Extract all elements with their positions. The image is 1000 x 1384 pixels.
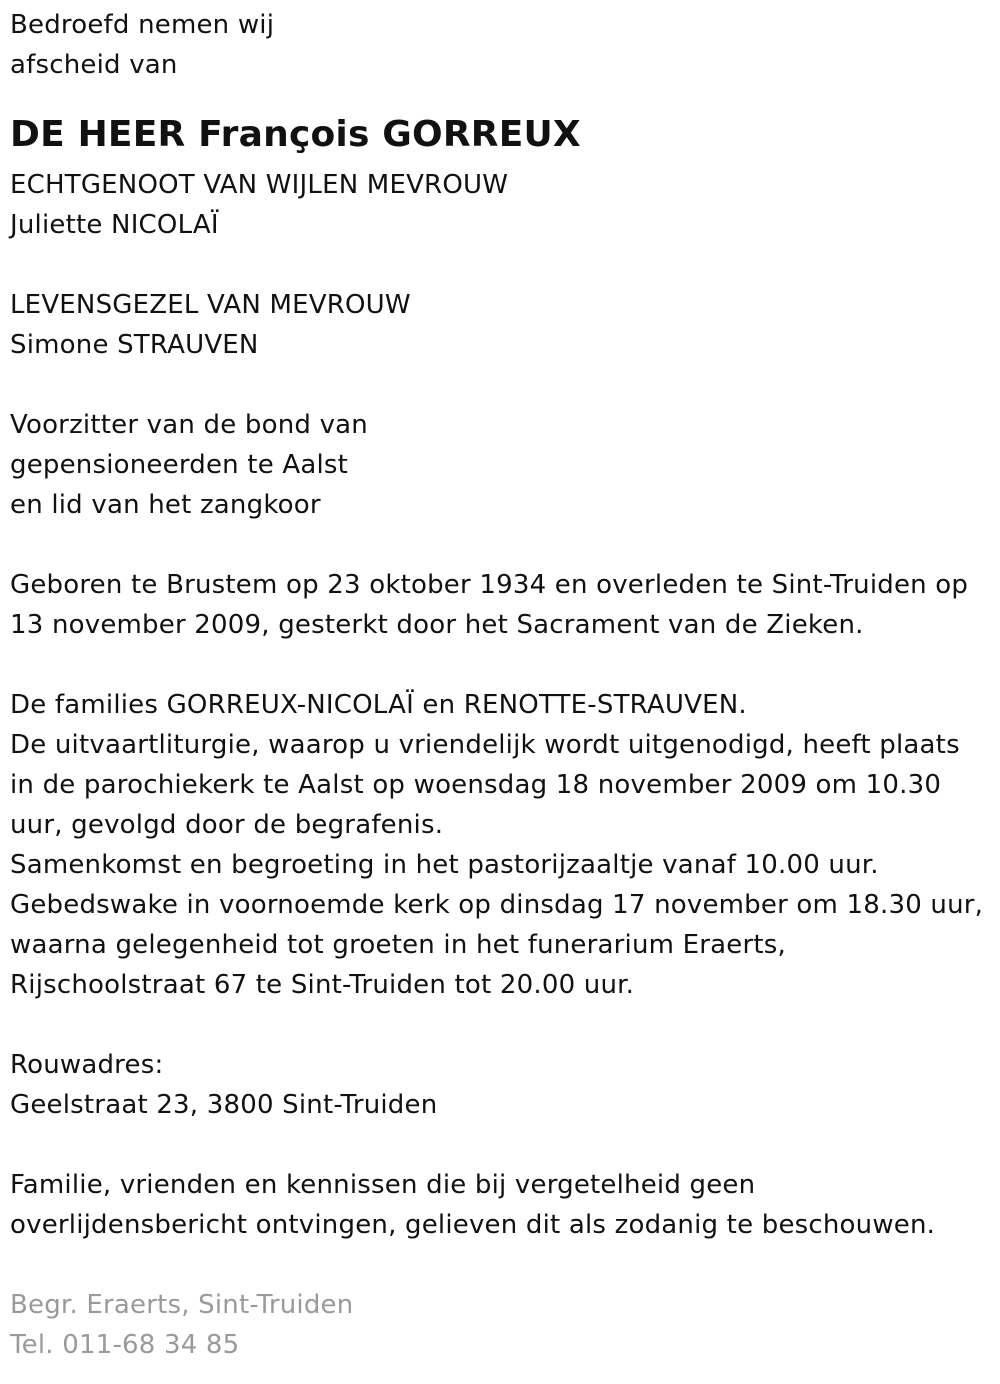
spacer	[10, 1005, 995, 1045]
notice-line: overlijdensbericht ontvingen, gelieven dit als zodanig te beschouwen.	[10, 1210, 936, 1240]
spacer	[10, 1245, 995, 1285]
footer-block	[10, 1285, 995, 1365]
spacer	[10, 1125, 995, 1165]
roles-line: Voorzitter van de bond van	[10, 410, 368, 440]
partner-title: LEVENSGEZEL VAN MEVROUW	[10, 290, 411, 320]
address-block	[10, 1045, 995, 1125]
birth-death-line: Geboren te Brustem op 23 oktober 1934 en overleden te Sint-Truiden op	[10, 570, 969, 600]
address-value: Geelstraat 23, 3800 Sint-Truiden	[10, 1090, 438, 1120]
funeral-home: Begr. Eraerts, Sint-Truiden	[10, 1290, 354, 1320]
obituary-document	[10, 0, 995, 1365]
spouse-name: Juliette NICOLAÏ	[10, 210, 219, 240]
ceremony-line: Gebedswake in voornoemde kerk op dinsdag 17 november om 18.30 uur,	[10, 890, 984, 920]
ceremony-line: De families GORREUX-NICOLAÏ en RENOTTE-STRAUVEN.	[10, 690, 747, 720]
phone-number: Tel. 011-68 34 85	[10, 1330, 240, 1360]
ceremony-line: waarna gelegenheid tot groeten in het funerarium Eraerts,	[10, 930, 786, 960]
ceremony-line: in de parochiekerk te Aalst op woensdag 18 november 2009 om 10.30	[10, 770, 942, 800]
partner-name: Simone STRAUVEN	[10, 330, 259, 360]
roles-line: gepensioneerden te Aalst	[10, 450, 349, 480]
spacer	[10, 525, 995, 565]
roles-block	[10, 405, 995, 525]
intro-block	[10, 5, 995, 85]
intro-line: Bedroefd nemen wij	[10, 10, 275, 40]
ceremony-line: Rijschoolstraat 67 te Sint-Truiden tot 20.00 uur.	[10, 970, 635, 1000]
roles-line: en lid van het zangkoor	[10, 490, 321, 520]
intro-line: afscheid van	[10, 50, 178, 80]
spacer	[10, 365, 995, 405]
birth-death-line: 13 november 2009, gesterkt door het Sacrament van de Zieken.	[10, 610, 864, 640]
spacer	[10, 85, 995, 105]
partner-block	[10, 285, 995, 365]
spouse-block	[10, 165, 995, 245]
address-label: Rouwadres:	[10, 1050, 164, 1080]
spacer	[10, 645, 995, 685]
ceremony-block	[10, 685, 995, 1005]
spacer	[10, 245, 995, 285]
ceremony-line: De uitvaartliturgie, waarop u vriendelijk wordt uitgenodigd, heeft plaats	[10, 730, 960, 760]
notice-line: Familie, vrienden en kennissen die bij vergetelheid geen	[10, 1170, 756, 1200]
deceased-name: DE HEER François GORREUX	[10, 114, 581, 155]
notice-block	[10, 1165, 995, 1245]
birth-death-block	[10, 565, 995, 645]
ceremony-line: Samenkomst en begroeting in het pastorijzaaltje vanaf 10.00 uur.	[10, 850, 879, 880]
ceremony-line: uur, gevolgd door de begrafenis.	[10, 810, 444, 840]
spouse-title: ECHTGENOOT VAN WIJLEN MEVROUW	[10, 170, 509, 200]
